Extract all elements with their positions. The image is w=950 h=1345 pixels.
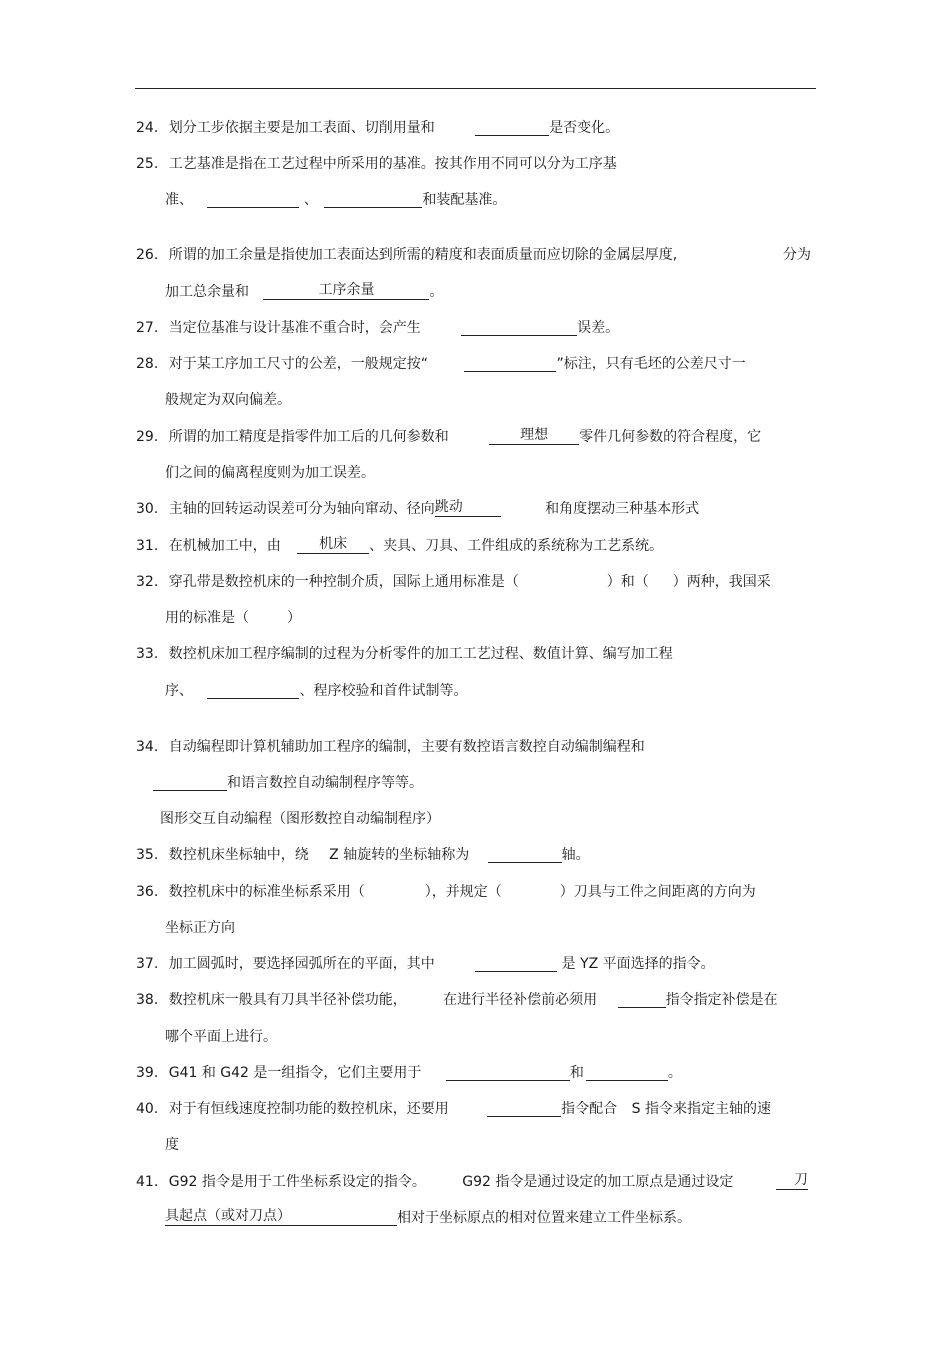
question-text: 是 YZ 平面选择的指令。 [561, 956, 715, 972]
question-text: 是否变化。 [549, 120, 620, 136]
question-text: 当定位基准与设计基准不重合时，会产生 [168, 320, 421, 336]
question-text: 、程序校验和首件试制等。 [299, 683, 468, 699]
question-text: 误差。 [577, 320, 620, 336]
question-text: ） [287, 610, 301, 626]
question-text: 自动编程即计算机辅助加工程序的编制，主要有数控语言数控自动编制编程和 [168, 739, 645, 755]
answer-blank[interactable] [488, 845, 562, 863]
answer-blank[interactable] [464, 354, 556, 372]
question-text: ），并规定（ [424, 884, 502, 900]
question-text: 、夹具、刀具、工件组成的系统称为工艺系统。 [369, 538, 664, 554]
question-24 [136, 118, 619, 138]
answer-blank-filled[interactable]: 机床 [297, 536, 369, 554]
question-text: 所谓的加工余量是指使加工表面达到所需的精度和表面质量而应切除的金属层厚度, [168, 247, 678, 263]
question-number: 40. [136, 1101, 159, 1117]
answer-note: 图形交互自动编程（图形数控自动编制程序） [160, 811, 440, 827]
question-34 [136, 737, 645, 757]
question-text: 哪个平面上进行。 [165, 1029, 277, 1045]
question-number: 26. [136, 247, 159, 263]
question-text: G41 和 G42 是一组指令，它们主要用于 [168, 1065, 422, 1081]
question-text: 穿孔带是数控机床的一种控制介质，国际上通用标准是（ [168, 574, 519, 590]
question-text: 、 [303, 192, 318, 208]
question-text: 对于某工序加工尺寸的公差，一般规定按“ [168, 356, 428, 372]
question-text: 准、 [165, 192, 193, 208]
question-37 [136, 954, 715, 974]
answer-blank[interactable] [618, 990, 666, 1008]
question-number: 28. [136, 356, 159, 372]
question-36 [136, 882, 756, 902]
question-number: 24. [136, 120, 159, 136]
answer-blank-filled[interactable]: 理想 [489, 427, 579, 445]
question-40-cont [165, 1135, 179, 1155]
question-number: 27. [136, 320, 159, 336]
question-28-cont [165, 390, 291, 410]
header-rule [135, 88, 816, 89]
question-34-cont [153, 773, 423, 793]
question-39 [136, 1063, 682, 1083]
question-number: 37. [136, 956, 159, 972]
question-text: 指令配合 [561, 1101, 618, 1117]
question-text: 度 [165, 1137, 179, 1153]
answer-blank-filled[interactable]: 工序余量 [263, 282, 429, 300]
question-text: 相对于坐标原点的相对位置来建立工件坐标系。 [397, 1210, 691, 1226]
question-text: 零件几何参数的符合程度，它 [579, 429, 762, 445]
question-number: 29. [136, 429, 159, 445]
question-text: 数控机床一般具有刀具半径补偿功能， [168, 992, 407, 1008]
question-38 [136, 990, 778, 1010]
question-number: 32. [136, 574, 159, 590]
question-text: 坐标正方向 [165, 920, 235, 936]
question-31 [136, 536, 663, 556]
question-32 [136, 572, 771, 592]
question-text: 加工总余量和 [165, 284, 249, 300]
question-text: 分为 [783, 247, 811, 263]
question-27 [136, 318, 619, 338]
question-text: 在进行半径补偿前必须用 [443, 992, 598, 1008]
question-38-cont [165, 1027, 277, 1047]
question-text: 序、 [165, 683, 193, 699]
question-41-cont [165, 1208, 691, 1228]
question-text: ）和（ [606, 574, 649, 590]
answer-blank-filled[interactable] [776, 1172, 808, 1192]
question-text: 数控机床坐标轴中，绕 [168, 847, 309, 863]
question-29 [136, 427, 761, 447]
question-text: 数控机床中的标准坐标系采用（ [168, 884, 365, 900]
question-32-cont [165, 608, 301, 628]
question-25 [136, 154, 617, 174]
answer-blank[interactable] [475, 118, 549, 136]
question-text: G92 指令是用于工件坐标系设定的指令。 [168, 1174, 426, 1190]
question-number: 30. [136, 501, 159, 517]
question-text: ）两种，我国采 [672, 574, 771, 590]
question-text: 所谓的加工精度是指零件加工后的几何参数和 [168, 429, 449, 445]
question-26 [136, 245, 677, 265]
answer-blank-filled[interactable]: 跳动 [435, 499, 501, 517]
question-text: S 指令来指定主轴的速 [631, 1101, 771, 1117]
answer-blank[interactable] [207, 190, 299, 208]
question-40 [136, 1099, 771, 1119]
question-text: 们之间的偏离程度则为加工误差。 [165, 465, 375, 481]
question-text: 般规定为双向偏差。 [165, 392, 291, 408]
question-28 [136, 354, 746, 374]
question-36-cont [165, 918, 235, 938]
question-text: 对于有恒线速度控制功能的数控机床，还要用 [168, 1101, 449, 1117]
question-text: G92 指令是通过设定的加工原点是通过设定 [462, 1174, 734, 1190]
question-text: ）刀具与工件之间距离的方向为 [559, 884, 756, 900]
question-text: 工艺基准是指在工艺过程中所采用的基准。按其作用不同可以分为工序基 [168, 156, 617, 172]
question-30 [136, 499, 699, 519]
question-25-cont [165, 190, 506, 210]
question-number: 36. [136, 884, 159, 900]
question-text: 用的标准是（ [165, 610, 249, 626]
answer-blank[interactable] [586, 1063, 668, 1081]
question-number: 41. [136, 1174, 159, 1190]
answer-blank[interactable] [487, 1099, 561, 1117]
question-35 [136, 845, 590, 865]
question-number: 39. [136, 1065, 159, 1081]
question-number: 35. [136, 847, 159, 863]
answer-blank[interactable] [461, 318, 577, 336]
question-text: 和语言数控自动编制程序等等。 [227, 775, 423, 791]
question-29-cont [165, 463, 375, 483]
question-number: 25. [136, 156, 159, 172]
question-text: 轴。 [561, 847, 590, 863]
question-text: 加工圆弧时，要选择园弧所在的平面，其中 [168, 956, 435, 972]
question-text: 和 [569, 1065, 584, 1081]
question-text: 。 [429, 284, 444, 300]
question-text: 在机械加工中，由 [168, 538, 281, 554]
question-number: 38. [136, 992, 159, 1008]
question-text: 数控机床加工程序编制的过程为分析零件的加工工艺过程、数值计算、编写加工程 [168, 646, 673, 662]
question-text: 和装配基准。 [422, 192, 507, 208]
answer-blank[interactable] [446, 1063, 570, 1081]
question-41 [136, 1172, 733, 1192]
question-26-cont [165, 282, 443, 302]
question-text: ”标注，只有毛坯的公差尺寸一 [556, 356, 746, 372]
answer-blank[interactable] [153, 773, 227, 791]
question-number: 34. [136, 739, 159, 755]
answer-blank[interactable] [207, 681, 299, 699]
question-text: 主轴的回转运动误差可分为轴向窜动、径向 [168, 501, 435, 517]
question-text: 指令指定补偿是在 [665, 992, 778, 1008]
question-text: 和角度摆动三种基本形式 [545, 501, 700, 517]
answer-blank[interactable] [475, 954, 557, 972]
question-text: 。 [667, 1065, 682, 1081]
question-number: 31. [136, 538, 159, 554]
answer-fill-text: 刀 [776, 1172, 808, 1190]
question-text: Z 轴旋转的坐标轴称为 [329, 847, 470, 863]
answer-blank[interactable] [324, 190, 422, 208]
question-text: 划分工步依据主要是加工表面、切削用量和 [168, 120, 435, 136]
question-33 [136, 644, 673, 664]
question-33-cont [165, 681, 467, 701]
question-number: 33. [136, 646, 159, 662]
answer-blank-filled[interactable]: 具起点（或对刀点） [165, 1208, 397, 1226]
